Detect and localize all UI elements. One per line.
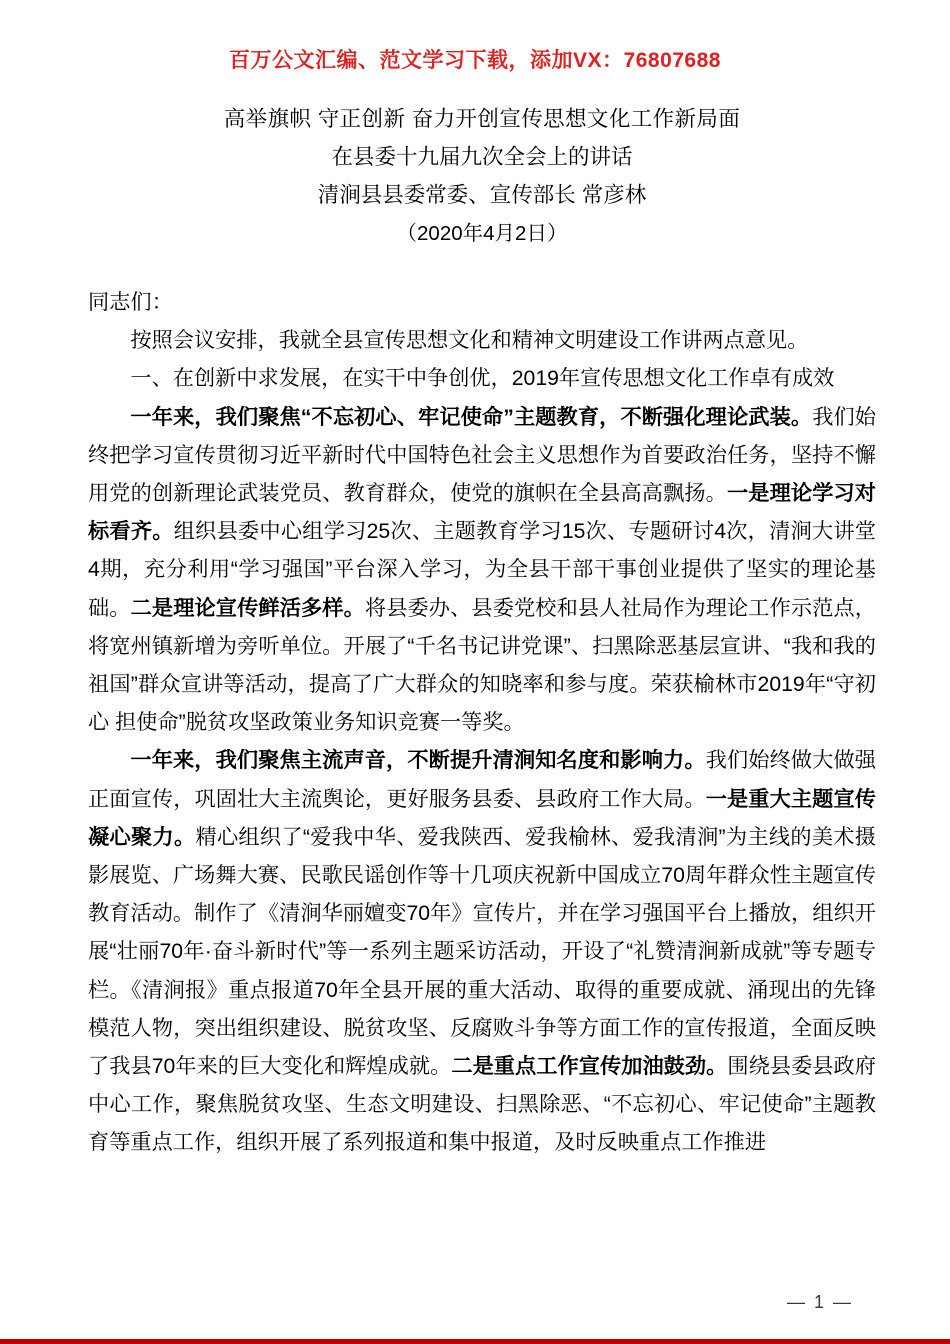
bottom-red-rule xyxy=(0,1339,950,1344)
paragraph-one-point-two-bold: 二是理论宣传鲜活多样。 xyxy=(130,596,365,620)
paragraph-one-text-a: 我们始终把学习宣传贯彻习近平新时代中国特色社会主义思想作为首要政治任务，坚持不懈用党的创新理论武装党员、教育群众，使党的旗帜在全县高高飘扬。 xyxy=(88,405,876,506)
paragraph-one-lead-bold: 一年来，我们聚焦“不忘初心、牢记使命”主题教育，不断强化理论武装。 xyxy=(130,405,813,429)
paragraph-two-lead-bold: 一年来，我们聚焦主流声音，不断提升清涧知名度和影响力。 xyxy=(130,749,706,773)
promo-header-text: 百万公文汇编、范文学习下载，添加VX：76807688 xyxy=(229,49,721,72)
section-heading-one: 一、在创新中求发展，在实干中争创优，2019年宣传思想文化工作卓有成效 xyxy=(130,367,835,391)
paragraph-two-point-two-bold: 二是重点工作宣传加油鼓劲。 xyxy=(451,1055,728,1079)
salutation: 同志们： xyxy=(88,291,173,314)
document-title-line-2: 在县委十九届九次全会上的讲话 xyxy=(331,145,633,169)
document-author-line: 清涧县县委常委、宣传部长 常彦林 xyxy=(317,183,647,207)
document-body xyxy=(88,284,876,1163)
document-date: （2020年4月2日） xyxy=(396,222,568,245)
paragraph-one-text-b: 组织县委中心组学习25次、主题教育学习15次、专题研讨4次，清涧大讲堂4期，充分利用“学习强国”平台深入学习，为全县干部干事创业提供了坚实的理论基础。 xyxy=(88,520,876,620)
paragraph-intro: 按照会议安排，我就全县宣传思想文化和精神文明建设工作讲两点意见。 xyxy=(130,329,809,353)
document-title-line-1: 高举旗帜 守正创新 奋力开创宣传思想文化工作新局面 xyxy=(223,107,741,131)
paragraph-two-point-one-bold: 一是重大主题宣传凝心聚力。 xyxy=(88,787,876,849)
paragraph-two-text-b: 精心组织了“爱我中华、爱我陕西、爱我榆林、爱我清涧”为主线的美术摄影展览、广场舞大赛、民歌民谣创作等十几项庆祝新中国成立70周年群众性主题宣传教育活动。制作了《清涧华丽嬗变70年》宣传片，并在学习强国平台上播放，组织开展“壮丽70年·奋斗新时代”等一系列主题采访活动，开设了“礼赞清涧新成就”等专题专栏。《清涧报》重点报道70年全县开展的重大活动、取得的重要成就、涌现出的先锋模范人物，突出组织建设、脱贫攻坚、反腐败斗争等方面工作的宣传报道，全面反映了我县70年来的巨大变化和辉煌成就。 xyxy=(88,825,876,1079)
paragraph-one-text-c: 将县委办、县委党校和县人社局作为理论工作示范点，将宽州镇新增为旁听单位。开展了“千名书记讲党课”、扫黑除恶基层宣讲、“我和我的祖国”群众宣讲等活动，提高了广大群众的知晓率和参与度。荣获榆林市2019年“守初心 担使命”脱贫攻坚政策业务知识竞赛一等奖。 xyxy=(88,596,876,735)
paragraph-two xyxy=(88,742,876,1162)
paragraph-one-point-one-bold: 一是理论学习对标看齐。 xyxy=(88,482,876,544)
paragraph-two-text-a: 我们始终做大做强正面宣传，巩固壮大主流舆论，更好服务县委、县政府工作大局。 xyxy=(88,749,876,811)
page-number: — 1 — xyxy=(786,1292,853,1312)
page-footer xyxy=(0,1292,950,1313)
paragraph-two-text-c: 围绕县委县政府中心工作，聚焦脱贫攻坚、生态文明建设、扫黑除恶、“不忘初心、牢记使命”主题教育等重点工作，组织开展了系列报道和集中报道，及时反映重点工作推进 xyxy=(88,1055,876,1155)
title-block xyxy=(88,100,876,254)
paragraph-one xyxy=(88,399,876,743)
